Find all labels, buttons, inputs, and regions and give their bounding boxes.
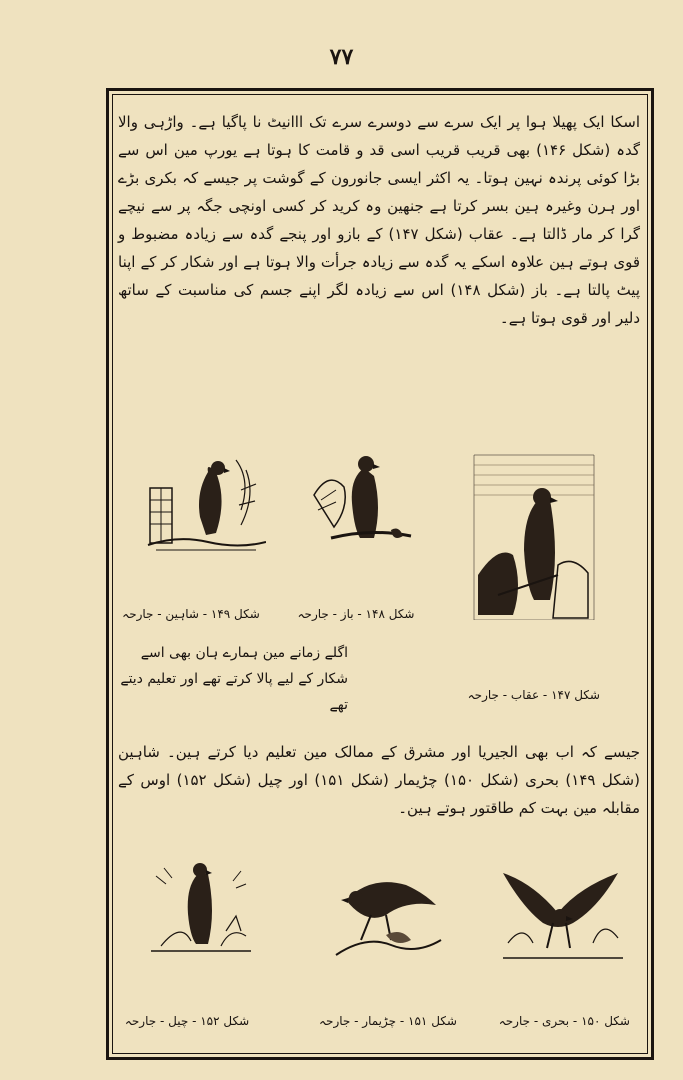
note-text: اگلے زمانے مین ہمارے ہان بھی اسے شکار کے لیے پالا کرتے تھے اور تعلیم دیتے تھے (120, 645, 348, 713)
figure-151-caption: شکل ۱۵۱ - چڑیمار - جارحہ (319, 1014, 457, 1028)
bahri-falcon-spread-wings-icon (498, 858, 628, 963)
figure-148-illustration (306, 450, 416, 550)
figure-147-illustration (468, 445, 600, 620)
kite-bird-icon (146, 856, 256, 956)
note-falconry (120, 640, 348, 718)
figure-150-caption: شکل ۱۵۰ - بحری - جارحہ (498, 1014, 630, 1028)
paragraph-2-text: جیسے کہ اب بھی الجیریا اور مشرق کے ممالک مین تعلیم دیا کرتے ہین۔ شاہین (شکل ۱۴۹) بحری (شکل ۱۵۰) چڑیمار (شکل ۱۵۱) اور چیل (شکل ۱۵۲) اوس کے مقابلہ مین بہت کم طاقتور ہوتے ہین۔ (118, 743, 640, 817)
paragraph-1-text: اسکا ایک پھیلا ہوا پر ایک سرے سے دوسرے سرے تک ااانیٹ نا پاگیا ہے۔ واڑہی والا گدہ (شکل ۱۴۶) بھی قریب قریب اسی قد و قامت کا ہوتا ہے یورپ مین اس سے بڑا کوئی پرندہ نہین ہوتا۔ یہ اکثر ایسی جانورون کے گوشت پر جیسے کہ بکری بڑے اور ہرن وغیرہ ہین بسر کرتا ہے جنھین وہ کرید کر کسی اونچی جگہ پر سے نیچے گرا کر مار ڈالتا ہے۔ عقاب (شکل ۱۴۷) کے بازو اور پنجے گدہ سے زیادہ مضبوط و قوی ہوتے ہین علاوہ اسکے یہ گدہ سے زیادہ جرأت والا ہوتا ہے اور شکار کر کے اپنا پیٹ پالتا ہے۔ باز (شکل ۱۴۸) اس سے زیادہ لگر اپنے جسم کی مناسبت کے ساتھ دلیر اور قوی ہوتا ہے۔ (118, 113, 641, 327)
page-number: ۷۷ (329, 44, 354, 70)
figure-152-caption: شکل ۱۵۲ - چیل - جارحہ (124, 1014, 250, 1028)
figure-149-illustration (146, 450, 266, 555)
falcon-perched-icon (146, 450, 266, 555)
hawk-perched-icon (306, 450, 416, 550)
eagle-on-rock-icon (468, 445, 600, 620)
figure-149-caption: شکل ۱۴۹ - شاہین - جارحہ (122, 607, 260, 621)
figure-148-caption: شکل ۱۴۸ - باز - جارحہ (297, 607, 415, 621)
sparrowhawk-with-prey-icon (326, 860, 446, 960)
figure-151-illustration (326, 860, 446, 960)
figure-152-illustration (146, 856, 256, 956)
paragraph-2 (118, 738, 640, 822)
paragraph-1 (118, 108, 640, 332)
figure-147-caption: شکل ۱۴۷ - عقاب - جارحہ (467, 688, 600, 702)
figure-150-illustration (498, 858, 628, 963)
